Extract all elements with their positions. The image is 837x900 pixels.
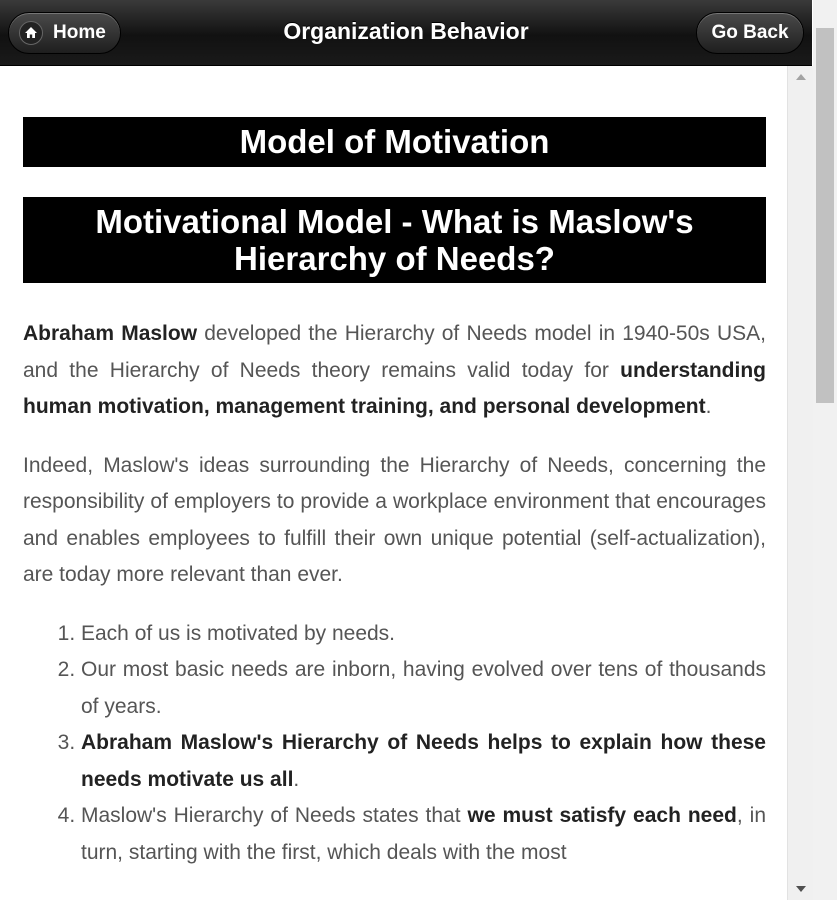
app-header xyxy=(0,0,812,66)
scrollbar-thumb[interactable] xyxy=(816,28,834,403)
list-item-emphasis: Abraham Maslow's Hierarchy of Needs helps to explain how these needs motivate us all xyxy=(81,731,766,791)
intro-text: developed the Hierarchy of Needs model in 1940-50s USA, and the Hierarchy of Needs theory remains valid today for xyxy=(23,322,766,382)
article-content xyxy=(23,117,766,871)
content-scrollbar[interactable] xyxy=(787,66,813,900)
maslow-name: Abraham Maslow xyxy=(23,322,198,345)
list-item xyxy=(81,725,766,798)
list-item-end: . xyxy=(293,767,300,791)
home-button-label: Home xyxy=(53,22,106,43)
scroll-up-icon[interactable] xyxy=(796,74,806,80)
list-item-text: , in turn, starting with the first, which deals with the most xyxy=(81,804,766,864)
article-heading-line2: Hierarchy of Needs? xyxy=(234,240,555,277)
intro-end: . xyxy=(705,395,712,418)
list-item-text: Maslow's Hierarchy of Needs states that xyxy=(81,804,468,827)
window-scrollbar[interactable] xyxy=(813,0,837,900)
second-paragraph: Indeed, Maslow's ideas surrounding the Hierarchy of Needs, concerning the responsibility of employers to provide a workplace environment that encourages and enables employees to fulfill their own unique potential (self-actualization), are today more relevant than ever. xyxy=(23,453,766,586)
intro-emphasis: understanding human motivation, management training, and personal development xyxy=(23,358,766,418)
section-banner: Model of Motivation xyxy=(23,117,766,167)
list-item: 2. Our most basic needs are inborn, having evolved over tens of thousands of years. xyxy=(81,652,766,725)
article-heading xyxy=(23,197,766,283)
list-item xyxy=(81,798,766,871)
article-heading-line1: Motivational Model - What is Maslow's xyxy=(95,203,694,240)
list-item-emphasis: we must satisfy each need xyxy=(467,804,737,827)
intro-paragraph xyxy=(23,316,766,426)
list-item: 1. Each of us is motivated by needs. xyxy=(81,616,766,653)
go-back-button[interactable]: Go Back xyxy=(696,12,804,54)
needs-list xyxy=(23,616,766,872)
scroll-down-icon[interactable] xyxy=(796,886,806,892)
page-title: Organization Behavior xyxy=(283,18,529,44)
